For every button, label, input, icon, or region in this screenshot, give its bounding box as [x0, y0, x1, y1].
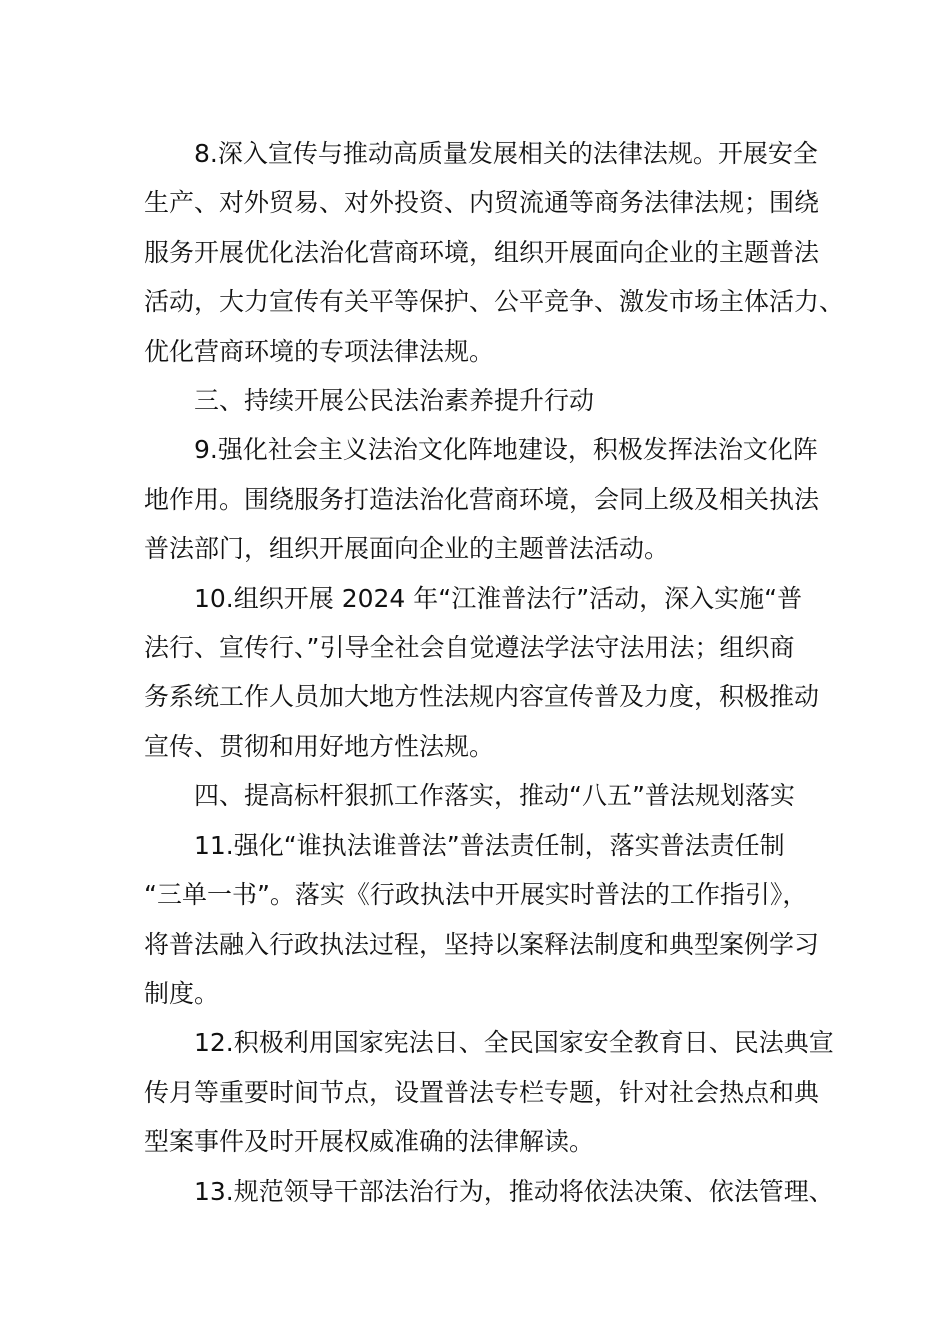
section-heading-3 — [144, 376, 814, 425]
paragraph-item-13 — [144, 1167, 834, 1216]
text-line: 地作用。围绕服务打造法治化营商环境，会同上级及相关执法 — [144, 484, 820, 514]
text-line: 传月等重要时间节点，设置普法专栏专题，针对社会热点和典 — [144, 1077, 820, 1107]
text-line: 法行、宣传行、”引导全社会自觉遵法学法守法用法；组织商 — [144, 633, 795, 663]
text-line: 型案事件及时开展权威准确的法律解读。 — [144, 1127, 595, 1157]
section-heading-4 — [144, 771, 814, 820]
text-line: 13.规范领导干部法治行为，推动将依法决策、依法管理、 — [194, 1176, 834, 1206]
paragraph-item-12 — [144, 1018, 834, 1166]
text-line: 11.强化“谁执法谁普法”普法责任制，落实普法责任制 — [194, 830, 785, 860]
text-line: 优化营商环境的专项法律法规。 — [144, 336, 495, 366]
heading-text: 三、持续开展公民法治素养提升行动 — [194, 386, 595, 416]
paragraph-item-8 — [144, 129, 845, 376]
text-line: 8.深入宣传与推动高质量发展相关的法律法规。开展安全 — [194, 139, 818, 168]
paragraph-item-10 — [144, 574, 820, 772]
text-line: 服务开展优化法治化营商环境，组织开展面向企业的主题普法 — [144, 237, 820, 267]
paragraph-item-11 — [144, 821, 820, 1019]
document-body — [144, 129, 845, 1216]
text-line: 将普法融入行政执法过程，坚持以案释法制度和典型案例学习 — [144, 929, 820, 959]
text-line: 制度。 — [144, 978, 220, 1008]
text-line: 务系统工作人员加大地方性法规内容宣传普及力度，积极推动 — [144, 682, 820, 712]
text-line: 9.强化社会主义法治文化阵地建设，积极发挥法治文化阵 — [194, 435, 818, 465]
heading-text: 四、提高标杆狠抓工作落实，推动“八五”普法规划落实 — [194, 781, 795, 811]
text-line: “三单一书”。落实《行政执法中开展实时普法的工作指引》， — [144, 880, 808, 910]
text-line: 活动，大力宣传有关平等保护、公平竞争、激发市场主体活力、 — [144, 287, 845, 317]
text-line: 12.积极利用国家宪法日、全民国家安全教育日、民法典宣 — [194, 1028, 834, 1058]
text-line: 普法部门，组织开展面向企业的主题普法活动。 — [144, 534, 670, 564]
text-line: 生产、对外贸易、对外投资、内贸流通等商务法律法规；围绕 — [144, 188, 820, 218]
text-line: 宣传、贯彻和用好地方性法规。 — [144, 731, 495, 761]
text-line: 10.组织开展 2024 年“江淮普法行”活动，深入实施“普 — [194, 583, 803, 613]
paragraph-item-9 — [144, 425, 820, 573]
